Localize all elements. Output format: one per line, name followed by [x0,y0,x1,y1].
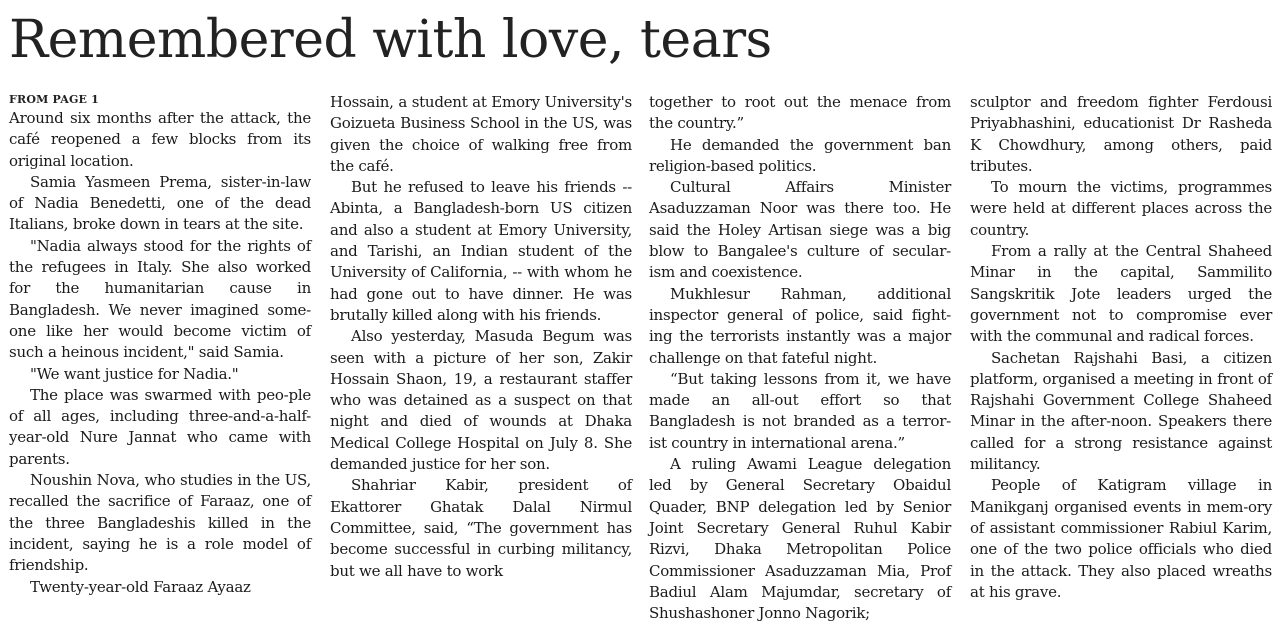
paragraph: Sachetan Rajshahi Basi, a citizen platform, organised a meeting in front of Rajshahi Government College Shaheed Minar in the after-noon. Speakers there called for a strong resistance against militancy. [970,348,1272,474]
paragraph: "Nadia always stood for the rights of the refugees in Italy. She also worked for the humanitarian cause in Bangladesh. We never imagined some-one like her would become victim of such a heinous incident," said Samia. [9,236,311,362]
article-column-3 [649,92,951,624]
paragraph: He demanded the government ban religion-based politics. [649,135,951,175]
paragraph: Shahriar Kabir, president of Ekattorer Ghatak Dalal Nirmul Committee, said, “The government has become successful in curbing militancy, but we all have to work [330,476,632,580]
article-headline: Remembered with love, tears [9,10,772,70]
paragraph: "We want justice for Nadia." [30,364,239,383]
paragraph: To mourn the victims, programmes were held at different places across the country. [970,178,1272,239]
paragraph: People of Katigram village in Manikganj organised events in mem-ory of assistant commissioner Rabiul Karim, one of the two police officials who died in the attack. They also placed wreaths at his grave. [970,476,1272,601]
paragraph: A ruling Awami League delegation led by General Secretary Obaidul Quader, BNP delegation led by Senior Joint Secretary General Ruhul Kabir Rizvi, Dhaka Metropolitan Police Commissioner Asaduzzaman Mia, Prof Badiul Alam Majumdar, secretary of Shushashoner Jonno Nagorik; [649,455,951,623]
paragraph: Around six months after the attack, the café reopened a few blocks from its original location. [9,109,311,170]
paragraph: Twenty-year-old Faraaz Ayaaz [30,577,251,596]
paragraph: together to root out the menace from the country.” [649,93,951,133]
paragraph: Noushin Nova, who studies in the US, recalled the sacrifice of Faraaz, one of the three Bangladeshis killed in the incident, saying he is a role model of friendship. [9,471,311,575]
paragraph: But he refused to leave his friends -- Abinta, a Bangladesh-born US citizen and also a student at Emory University, and Tarishi, an Indian student of the University of California, -- with whom he had gone out to have dinner. He was brutally killed along with his friends. [330,178,632,324]
paragraph: Cultural Affairs Minister Asaduzzaman Noor was there too. He said the Holey Artisan siege was a big blow to Bangalee's culture of secular-ism and coexistence. [649,178,951,282]
paragraph: sculptor and freedom fighter Ferdousi Priyabhashini, educationist Dr Rasheda K Chowdhury, among others, paid tributes. [970,93,1272,175]
article-column-4 [970,92,1272,603]
paragraph: From a rally at the Central Shaheed Minar in the capital, Sammilito Sangskritik Jote leaders urged the government not to compromise ever with the communal and radical forces. [970,242,1272,346]
paragraph: Mukhlesur Rahman, additional inspector general of police, said fight-ing the terrorists instantly was a major challenge on that fateful night. [649,284,951,367]
paragraph: Hossain, a student at Emory University's Goizueta Business School in the US, was given the choice of walking free from the café. [330,93,632,175]
paragraph: Samia Yasmeen Prema, sister-in-law of Nadia Benedetti, one of the dead Italians, broke down in tears at the site. [9,172,311,234]
article-column-2 [330,92,632,582]
continued-from-label: FROM PAGE 1 [9,93,100,106]
paragraph: “But taking lessons from it, we have made an all-out effort so that Bangladesh is not branded as a terror-ist country in international arena.” [649,369,951,452]
article-column-1 [9,92,311,598]
paragraph: Also yesterday, Masuda Begum was seen with a picture of her son, Zakir Hossain Shaon, 19, a restaurant staffer who was detained as a suspect on that night and died of wounds at Dhaka Medical College Hospital on July 8. She demanded justice for her son. [330,327,632,474]
paragraph: The place was swarmed with peo-ple of all ages, including three-and-a-half-year-old Nure Jannat who came with parents. [9,385,311,468]
